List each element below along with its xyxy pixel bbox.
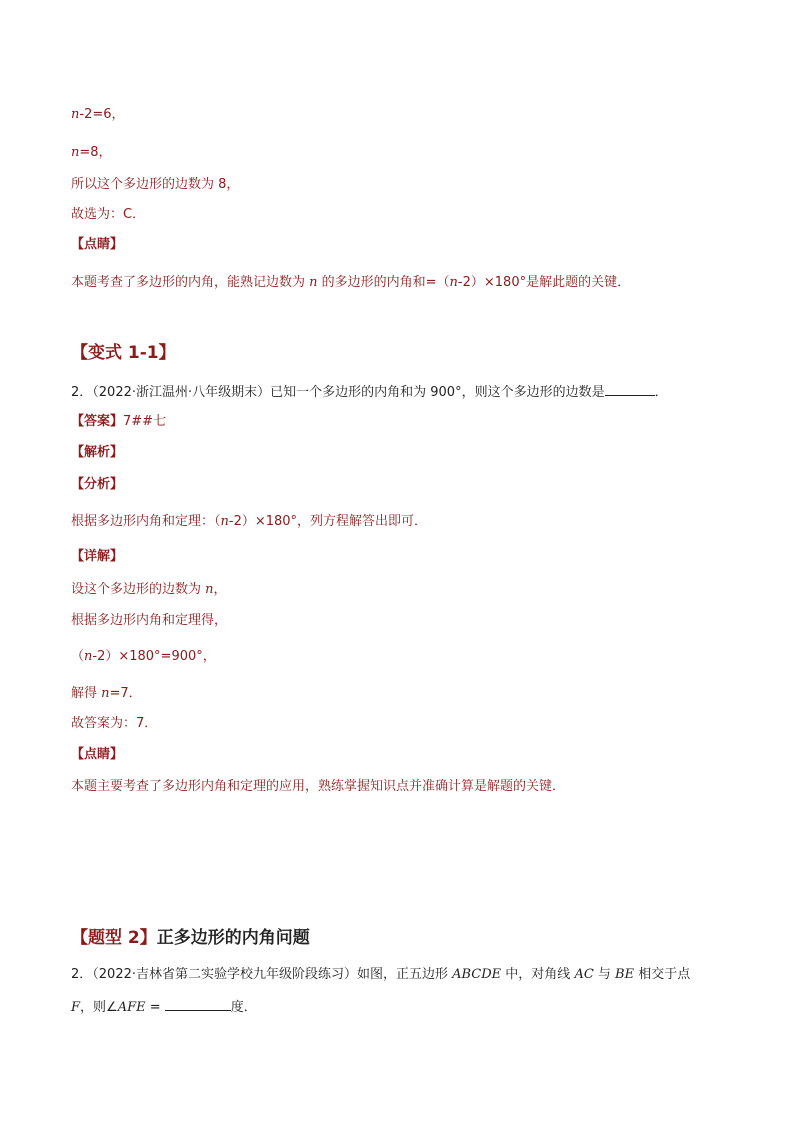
diagonal-ac-label: AC bbox=[574, 967, 594, 982]
conclusion-line: 所以这个多边形的边数为 8， bbox=[71, 177, 240, 192]
detail-text: （ bbox=[71, 649, 85, 664]
question-2 bbox=[71, 383, 668, 402]
equation-n-equals-8 bbox=[71, 144, 112, 162]
var-n: n bbox=[101, 686, 110, 701]
detail-line-4 bbox=[71, 685, 142, 703]
fenxi-text bbox=[71, 513, 427, 531]
var-n: n bbox=[449, 275, 458, 290]
equation-text: =8， bbox=[79, 145, 112, 160]
answer-label: 【答案】 bbox=[71, 414, 124, 429]
summary-line bbox=[71, 274, 630, 292]
answer-blank bbox=[605, 383, 655, 396]
detail-label: 【详解】 bbox=[71, 549, 124, 564]
answer-line bbox=[71, 413, 166, 431]
summary-line-2: 本题主要考查了多边形内角和定理的应用，熟练掌握知识点并准确计算是解题的关键． bbox=[71, 779, 566, 794]
pentagon-label: ABCDE bbox=[452, 967, 502, 982]
question-end: ． bbox=[654, 385, 668, 400]
detail-line-5: 故答案为：7． bbox=[71, 716, 158, 731]
detail-text: -2）×180°=900°， bbox=[92, 649, 216, 664]
question-text: 2．（2022·浙江温州·八年级期末）已知一个多边形的内角和为 900°，则这个多边形的边数是 bbox=[71, 385, 605, 400]
question-text: 与 bbox=[593, 967, 616, 982]
fenxi-label: 【分析】 bbox=[71, 477, 124, 492]
analysis-label: 【解析】 bbox=[71, 445, 124, 460]
detail-text: 解得 bbox=[71, 686, 102, 701]
var-n: n bbox=[84, 649, 93, 664]
equation-n-minus-2 bbox=[71, 106, 125, 124]
variant-heading: 【变式 1-1】 bbox=[71, 343, 176, 363]
var-n: n bbox=[71, 145, 80, 160]
choice-line: 故选为：C． bbox=[71, 207, 146, 222]
detail-line-2: 根据多边形内角和定理得， bbox=[71, 613, 228, 628]
question-text: = bbox=[145, 1000, 165, 1015]
dianjing-label-2: 【点睛】 bbox=[71, 747, 124, 762]
diagonal-be-label: BE bbox=[615, 967, 635, 982]
fenxi-part: 根据多边形内角和定理：（ bbox=[71, 514, 221, 529]
var-n: n bbox=[205, 582, 214, 597]
summary-text: 本题考查了多边形的内角，能熟记边数为 bbox=[71, 275, 310, 290]
answer-value: 7##七 bbox=[123, 414, 167, 429]
question-pentagon-line-1 bbox=[71, 966, 690, 984]
detail-text: ， bbox=[213, 582, 227, 597]
var-n: n bbox=[309, 275, 318, 290]
var-n: n bbox=[71, 107, 80, 122]
angle-afe-label: AFE bbox=[117, 1000, 146, 1015]
question-text: 相交于点 bbox=[634, 967, 691, 982]
var-n: n bbox=[220, 514, 229, 529]
question-text: 中，对角线 bbox=[501, 967, 575, 982]
summary-text: -2）×180°是解此题的关键． bbox=[457, 275, 631, 290]
fenxi-part: -2）×180°，列方程解答出即可． bbox=[228, 514, 428, 529]
detail-line-3 bbox=[71, 648, 216, 666]
equation-text: -2=6， bbox=[79, 107, 125, 122]
detail-text: 设这个多边形的边数为 bbox=[71, 582, 206, 597]
section-title: 正多边形的内角问题 bbox=[156, 928, 310, 948]
question-end: 度． bbox=[230, 1000, 257, 1015]
detail-text: =7． bbox=[109, 686, 142, 701]
answer-blank bbox=[165, 998, 231, 1011]
summary-text: 的多边形的内角和=（ bbox=[317, 275, 450, 290]
section-bracket: 【题型 2】 bbox=[71, 928, 157, 948]
dianjing-label: 【点睛】 bbox=[71, 237, 124, 252]
section-heading bbox=[71, 927, 310, 949]
detail-line-1 bbox=[71, 581, 227, 599]
point-f-label: F bbox=[71, 1000, 81, 1015]
question-text: ，则∠ bbox=[80, 1000, 118, 1015]
question-pentagon-line-2 bbox=[71, 998, 257, 1017]
question-text: 2．（2022·吉林省第二实验学校九年级阶段练习）如图，正五边形 bbox=[71, 967, 453, 982]
